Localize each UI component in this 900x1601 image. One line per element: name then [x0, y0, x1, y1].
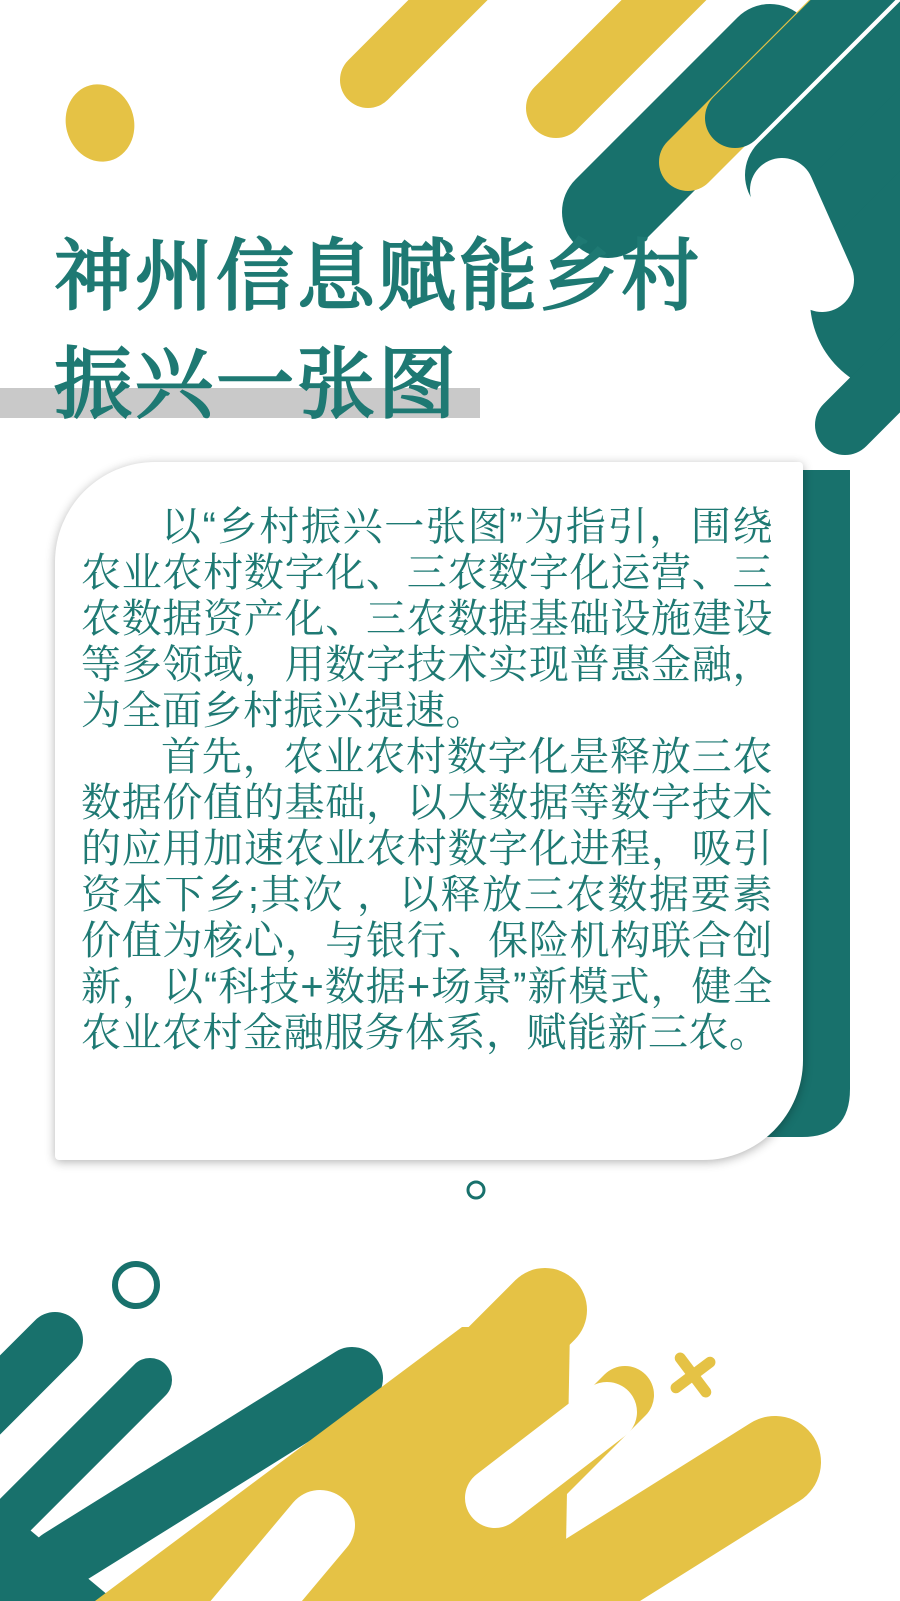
- body-paragraph-1: 以“乡村振兴一张图”为指引，围绕农业农村数字化、三农数字化运营、三农数据资产化、三农数据基础设施建设等多领域，用数字技术实现普惠金融，为全面乡村振兴提速。: [81, 505, 773, 733]
- page-title: [54, 222, 702, 438]
- small-ring-below-card: [468, 1182, 484, 1198]
- page-title-line-2: 振兴一张图: [54, 340, 460, 428]
- yellow-dot-shape: [57, 77, 143, 170]
- body-paragraph-2: 首先，农业农村数字化是释放三农数据价值的基础，以大数据等数字技术的应用加速农业农村数字化进程，吸引资本下乡;其次 ，以释放三农数据要素价值为核心，与银行、保险机构联合创新，以“科技+数据+场景”新模式，健全农业农村金融服务体系，赋能新三农。: [81, 735, 773, 1055]
- yellow-stripe-a: [368, 0, 580, 80]
- white-pill-cutout-top: [782, 190, 822, 280]
- ring-bottom-left: [115, 1264, 157, 1306]
- yellow-x-mark: [676, 1358, 710, 1392]
- content-card: [55, 462, 803, 1160]
- page-title-line-1: 神州信息赋能乡村: [54, 232, 703, 320]
